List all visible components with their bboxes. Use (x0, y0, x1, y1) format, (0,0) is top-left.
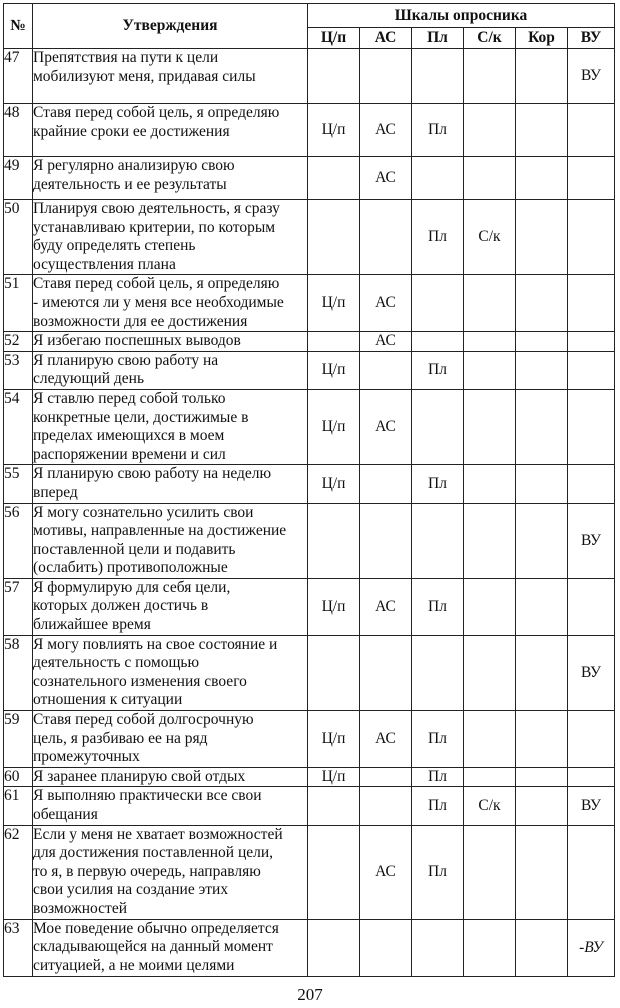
statement-text (33, 503, 308, 578)
statement-text (33, 49, 308, 104)
scale-cell-as (360, 787, 412, 825)
scale-cell-vu (568, 767, 615, 787)
statement-line: Я заранее планирую свой отдых (33, 767, 246, 785)
table-row (4, 787, 615, 825)
scale-cell-kor (516, 200, 568, 275)
scale-cell-pl: Пл (412, 825, 464, 919)
statement-number: 63 (4, 919, 33, 976)
statement-line: отношения к ситуации (33, 691, 183, 709)
scale-cell-as (360, 503, 412, 578)
statement-line: конкретные цели, достижимые в (33, 408, 249, 426)
scale-cell-kor (516, 711, 568, 768)
scale-cell-cp (308, 332, 360, 352)
statement-line: для достижения поставленной цели, (33, 844, 274, 862)
statement-text (33, 332, 308, 352)
scale-cell-vu (568, 104, 615, 157)
scale-cell-pl (412, 635, 464, 710)
scale-cell-sk (464, 275, 516, 332)
scale-cell-kor (516, 767, 568, 787)
statement-line: то я, в первую очередь, направляю (33, 862, 261, 880)
scale-cell-pl (412, 157, 464, 200)
statement-line: Я ставлю перед собой только (33, 389, 226, 407)
statement-line: свои усилия на создание этих (33, 881, 229, 899)
scale-cell-vu (568, 578, 615, 635)
scale-cell-cp (308, 825, 360, 919)
statement-line: (ослабить) противоположные (33, 559, 228, 577)
scale-cell-sk (464, 635, 516, 710)
statement-number: 58 (4, 635, 33, 710)
scale-cell-sk (464, 503, 516, 578)
page-number: 207 (297, 985, 323, 1004)
statement-line: Я планирую свою работу на неделю (33, 465, 272, 483)
table-row (4, 351, 615, 389)
scale-cell-vu: -ВУ (568, 919, 615, 976)
table-row (4, 104, 615, 157)
scale-cell-cp: Ц/п (308, 351, 360, 389)
scale-cell-cp: Ц/п (308, 465, 360, 503)
scale-cell-pl: Пл (412, 104, 464, 157)
table-row (4, 275, 615, 332)
scale-cell-vu (568, 275, 615, 332)
statement-line: возможности для ее достижения (33, 312, 248, 330)
statement-number: 57 (4, 578, 33, 635)
table-row (4, 825, 615, 919)
scale-cell-cp (308, 787, 360, 825)
scale-cell-as (360, 767, 412, 787)
scale-cell-kor (516, 275, 568, 332)
scale-cell-kor (516, 919, 568, 976)
scale-cell-kor (516, 503, 568, 578)
statement-line: Планируя свою деятельность, я сразу (33, 200, 280, 217)
scale-cell-pl (412, 503, 464, 578)
scale-cell-kor (516, 635, 568, 710)
statement-line: поставленной цели и подавить (33, 540, 236, 558)
scale-cell-vu (568, 332, 615, 352)
scale-cell-sk (464, 389, 516, 464)
scale-cell-cp (308, 49, 360, 104)
scale-cell-cp: Ц/п (308, 275, 360, 332)
scale-cell-pl (412, 919, 464, 976)
statement-number: 48 (4, 104, 33, 157)
scale-cell-cp: Ц/п (308, 389, 360, 464)
scale-cell-as: АС (360, 157, 412, 200)
header-scale-vu: ВУ (568, 28, 615, 49)
scale-cell-cp (308, 635, 360, 710)
statement-line: Ставя перед собой долгосрочную (33, 711, 254, 729)
statement-line: мотивы, направленные на достижение (33, 522, 287, 540)
statement-line: которых должен достичь в (33, 597, 209, 615)
scale-cell-kor (516, 351, 568, 389)
scale-cell-cp (308, 157, 360, 200)
table-row (4, 711, 615, 768)
statement-text (33, 919, 308, 976)
scale-cell-as (360, 200, 412, 275)
statement-line: промежуточных (33, 748, 140, 766)
scale-cell-as: АС (360, 104, 412, 157)
scale-cell-pl (412, 332, 464, 352)
statement-number: 62 (4, 825, 33, 919)
scale-cell-kor (516, 825, 568, 919)
statement-number: 50 (4, 200, 33, 275)
scale-cell-sk: С/к (464, 787, 516, 825)
scale-cell-cp (308, 200, 360, 275)
table-row (4, 578, 615, 635)
table-row (4, 157, 615, 200)
header-scale-as: АС (360, 28, 412, 49)
statement-line: крайние сроки ее достижения (33, 122, 230, 140)
statement-line: Я формулирую для себя цели, (33, 578, 231, 596)
statement-line: ближайшее время (33, 616, 151, 634)
scale-cell-sk (464, 104, 516, 157)
statement-line: Я могу повлиять на свое состояние и (33, 635, 278, 653)
statement-line: Препятствия на пути к цели (33, 49, 219, 66)
statement-text (33, 389, 308, 464)
scale-cell-vu (568, 389, 615, 464)
questionnaire-table (3, 3, 615, 977)
scale-cell-pl: Пл (412, 465, 464, 503)
scale-cell-as (360, 49, 412, 104)
statement-line: Мое поведение обычно определяется (33, 919, 279, 937)
scale-cell-kor (516, 465, 568, 503)
statement-text (33, 711, 308, 768)
table-row (4, 49, 615, 104)
statement-line: Я могу сознательно усилить свои (33, 503, 254, 521)
scale-cell-sk (464, 578, 516, 635)
statement-line: вперед (33, 483, 78, 501)
scale-cell-kor (516, 49, 568, 104)
scale-cell-cp: Ц/п (308, 578, 360, 635)
statement-line: Ставя перед собой цель, я определяю (33, 275, 280, 293)
scale-cell-as: АС (360, 389, 412, 464)
statement-line: деятельность и ее результаты (33, 175, 227, 193)
statement-line: буду определять степень (33, 237, 196, 255)
statement-line: Я планирую свою работу на (33, 351, 219, 369)
statement-line: обещания (33, 806, 98, 823)
scale-cell-vu: ВУ (568, 503, 615, 578)
scale-cell-pl (412, 389, 464, 464)
table-row (4, 503, 615, 578)
scale-cell-as: АС (360, 711, 412, 768)
scale-cell-pl: Пл (412, 787, 464, 825)
statement-text (33, 351, 308, 389)
statement-line: осуществления плана (33, 255, 176, 273)
statement-line: мобилизуют меня, придавая силы (33, 67, 256, 85)
table-body (4, 49, 615, 977)
statement-text (33, 767, 308, 787)
scale-cell-sk (464, 711, 516, 768)
statement-text (33, 465, 308, 503)
scale-cell-sk (464, 157, 516, 200)
scale-cell-as: АС (360, 578, 412, 635)
statement-text (33, 825, 308, 919)
statement-line: цель, я разбиваю ее на ряд (33, 729, 208, 747)
table-header (4, 4, 615, 49)
scale-cell-sk (464, 825, 516, 919)
statement-number: 59 (4, 711, 33, 768)
scale-cell-kor (516, 104, 568, 157)
header-num: № (4, 4, 33, 49)
statement-number: 49 (4, 157, 33, 200)
statement-number: 53 (4, 351, 33, 389)
scale-cell-kor (516, 578, 568, 635)
statement-number: 61 (4, 787, 33, 825)
scale-cell-cp (308, 919, 360, 976)
scale-cell-as: АС (360, 275, 412, 332)
scale-cell-as: АС (360, 332, 412, 352)
scale-cell-sk (464, 767, 516, 787)
scale-cell-cp: Ц/п (308, 767, 360, 787)
scale-cell-sk (464, 465, 516, 503)
scale-cell-as (360, 919, 412, 976)
statement-line: Я регулярно анализирую свою (33, 157, 235, 174)
scale-cell-cp (308, 503, 360, 578)
scale-cell-vu (568, 200, 615, 275)
statement-text (33, 157, 308, 200)
statement-number: 47 (4, 49, 33, 104)
scale-cell-as (360, 351, 412, 389)
header-scale-sk: С/к (464, 28, 516, 49)
statement-text (33, 787, 308, 825)
statement-number: 52 (4, 332, 33, 352)
table-row (4, 389, 615, 464)
statement-line: - имеются ли у меня все необходимые (33, 293, 284, 311)
scale-cell-pl: Пл (412, 351, 464, 389)
statement-line: ситуацией, а не моими целями (33, 956, 235, 974)
header-scale-kor: Кор (516, 28, 568, 49)
scale-cell-vu (568, 157, 615, 200)
statement-line: сознательного изменения своего (33, 672, 247, 690)
scale-cell-sk (464, 49, 516, 104)
scale-cell-vu (568, 825, 615, 919)
scale-cell-vu (568, 465, 615, 503)
table-row (4, 332, 615, 352)
scale-cell-cp: Ц/п (308, 711, 360, 768)
scale-cell-vu: ВУ (568, 49, 615, 104)
header-statement: Утверждения (33, 4, 308, 49)
statement-line: возможностей (33, 899, 128, 917)
statement-number: 60 (4, 767, 33, 787)
table-row (4, 767, 615, 787)
statement-number: 55 (4, 465, 33, 503)
scale-cell-kor (516, 157, 568, 200)
scale-cell-as (360, 465, 412, 503)
statement-line: деятельность с помощью (33, 654, 200, 672)
statement-line: Ставя перед собой цель, я определяю (33, 104, 280, 121)
scale-cell-as (360, 635, 412, 710)
statement-text (33, 635, 308, 710)
table-row (4, 919, 615, 976)
scale-cell-kor (516, 389, 568, 464)
scale-cell-sk (464, 332, 516, 352)
scale-cell-sk: С/к (464, 200, 516, 275)
statement-line: Я выполняю практически все свои (33, 787, 262, 805)
table-row (4, 200, 615, 275)
statement-text (33, 275, 308, 332)
scale-cell-vu (568, 351, 615, 389)
scale-cell-vu: ВУ (568, 635, 615, 710)
statement-line: Если у меня не хватает возможностей (33, 825, 283, 843)
scale-cell-pl: Пл (412, 767, 464, 787)
table-row (4, 635, 615, 710)
scale-cell-as: АС (360, 825, 412, 919)
scale-cell-kor (516, 332, 568, 352)
scale-cell-sk (464, 919, 516, 976)
statement-line: следующий день (33, 370, 145, 388)
scale-cell-pl (412, 49, 464, 104)
statement-number: 51 (4, 275, 33, 332)
header-scale-cp: Ц/п (308, 28, 360, 49)
header-scale-pl: Пл (412, 28, 464, 49)
scale-cell-vu (568, 711, 615, 768)
statement-line: складывающейся на данный момент (33, 938, 273, 956)
statement-line: распоряжении времени и сил (33, 445, 226, 463)
scale-cell-pl: Пл (412, 711, 464, 768)
scale-cell-pl: Пл (412, 578, 464, 635)
table-row (4, 465, 615, 503)
statement-text (33, 104, 308, 157)
statement-number: 56 (4, 503, 33, 578)
scale-cell-kor (516, 787, 568, 825)
statement-line: Я избегаю поспешных выводов (33, 332, 241, 350)
statement-text (33, 578, 308, 635)
statement-line: пределах имеющихся в моем (33, 427, 225, 445)
statement-line: устанавливаю критерии, по которым (33, 218, 276, 236)
scale-cell-sk (464, 351, 516, 389)
header-scales-group: Шкалы опросника (308, 4, 615, 28)
scale-cell-pl (412, 275, 464, 332)
scale-cell-vu: ВУ (568, 787, 615, 825)
scale-cell-cp: Ц/п (308, 104, 360, 157)
scale-cell-pl: Пл (412, 200, 464, 275)
statement-text (33, 200, 308, 275)
statement-number: 54 (4, 389, 33, 464)
